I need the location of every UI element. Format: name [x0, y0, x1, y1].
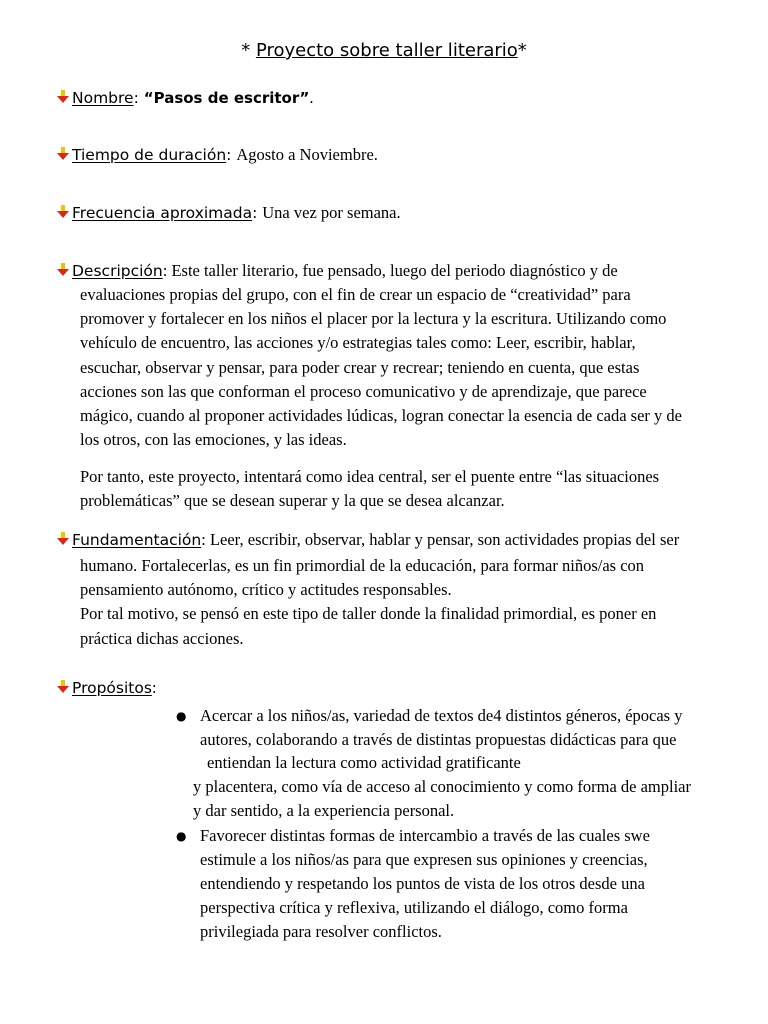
down-arrow-icon [57, 532, 69, 546]
proposito-1-line: entiendan la lectura como actividad gratificante [207, 753, 521, 772]
title-prefix: * [241, 40, 256, 61]
propositos-label: Propósitos [72, 679, 152, 697]
fundamentacion-line: Por tal motivo, se pensó en este tipo de taller donde la finalidad primordial, es poner en [80, 604, 657, 624]
nombre-value: “Pasos de escritor” [143, 89, 310, 107]
descripcion-line: evaluaciones propias del grupo, con el fin de crear un espacio de “creatividad” para [80, 285, 631, 304]
descripcion-body [80, 283, 682, 452]
frecuencia-row [57, 203, 401, 223]
proposito-2-line: Favorecer distintas formas de intercambio a través de las cuales swe [200, 826, 650, 845]
down-arrow-icon [57, 263, 69, 277]
descripcion-line: Por tanto, este proyecto, intentará como idea central, ser el puente entre “las situaciones [80, 467, 660, 486]
down-arrow-icon [57, 147, 69, 161]
tiempo-colon: : [226, 146, 237, 164]
descripcion-line: acciones son las que conforman el proceso comunicativo y de aprendizaje, que parece [80, 381, 647, 401]
bullet-icon: ● [176, 709, 187, 723]
frecuencia-label: Frecuencia aproximada [72, 204, 253, 222]
fundamentacion-body [80, 554, 656, 651]
fundamentacion-first-line: : Leer, escribir, observar, hablar y pensar, son actividades propias del ser [201, 530, 680, 549]
fundamentacion-line: práctica dichas acciones. [80, 628, 244, 648]
proposito-1-line: y placentera, como vía de acceso al conocimiento y como forma de ampliar [193, 777, 691, 796]
tiempo-label: Tiempo de duración [72, 146, 227, 164]
proposito-1-line: y dar sentido, a la experiencia personal. [193, 801, 455, 820]
descripcion-line: promover y fortalecer en los niños el placer por la lectura y la escritura. Utilizando como [80, 309, 667, 329]
title-main: Proyecto sobre taller literario [255, 40, 518, 61]
frecuencia-value: Una vez por semana. [262, 203, 401, 222]
frecuencia-colon: : [252, 204, 263, 222]
nombre-row [57, 88, 314, 108]
fundamentacion-row [57, 530, 679, 550]
fundamentacion-line: humano. Fortalecerlas, es un fin primordial de la educación, para formar niños/as con [80, 556, 645, 575]
descripcion-first-line: : Este taller literario, fue pensado, luego del periodo diagnóstico y de [162, 261, 618, 280]
propositos-colon: : [151, 678, 157, 697]
proposito-1-line: autores, colaborando a través de distintas propuestas didácticas para que [200, 730, 677, 749]
title-suffix: * [517, 40, 527, 61]
descripcion-row [57, 261, 618, 281]
descripcion-line: vehículo de encuentro, las acciones y/o estrategias tales como: Leer, escribir, hablar, [80, 333, 636, 353]
descripcion-line: mágico, cuando al proponer actividades lúdicas, logran conectar la esencia de cada ser y de [80, 406, 682, 426]
proposito-2-line: entendiendo y respetando los puntos de vista de los otros desde una [200, 874, 645, 893]
fundamentacion-line: pensamiento autónomo, crítico y actitudes responsables. [80, 580, 452, 600]
proposito-2-line: privilegiada para resolver conflictos. [200, 922, 442, 941]
down-arrow-icon [57, 680, 69, 694]
tiempo-row [57, 145, 378, 165]
document-title [0, 40, 768, 61]
down-arrow-icon [57, 205, 69, 219]
proposito-2-line: perspectiva crítica y reflexiva, utilizando el diálogo, como forma [200, 898, 628, 917]
proposito-1-line: Acercar a los niños/as, variedad de textos de4 distintos géneros, épocas y [200, 706, 683, 725]
descripcion-line: escuchar, observar y pensar, para poder crear y recrear; teniendo en cuenta, que estas [80, 357, 640, 377]
nombre-colon: : [133, 89, 144, 107]
nombre-label: Nombre [72, 89, 134, 107]
tiempo-value: Agosto a Noviembre. [236, 145, 378, 164]
descripcion-paragraph-2 [80, 465, 659, 513]
bullet-icon: ● [176, 829, 187, 843]
proposito-2-line: estimule a los niños/as para que expresen sus opiniones y creencias, [200, 850, 648, 869]
descripcion-label: Descripción [72, 262, 163, 280]
fundamentacion-label: Fundamentación [72, 531, 202, 549]
descripcion-line: problemáticas” que se desean superar y la que se desea alcanzar. [80, 491, 505, 511]
propositos-row [57, 678, 157, 698]
descripcion-line: los otros, con las emociones, y las ideas. [80, 430, 347, 450]
nombre-end: . [309, 88, 314, 107]
down-arrow-icon [57, 90, 69, 104]
